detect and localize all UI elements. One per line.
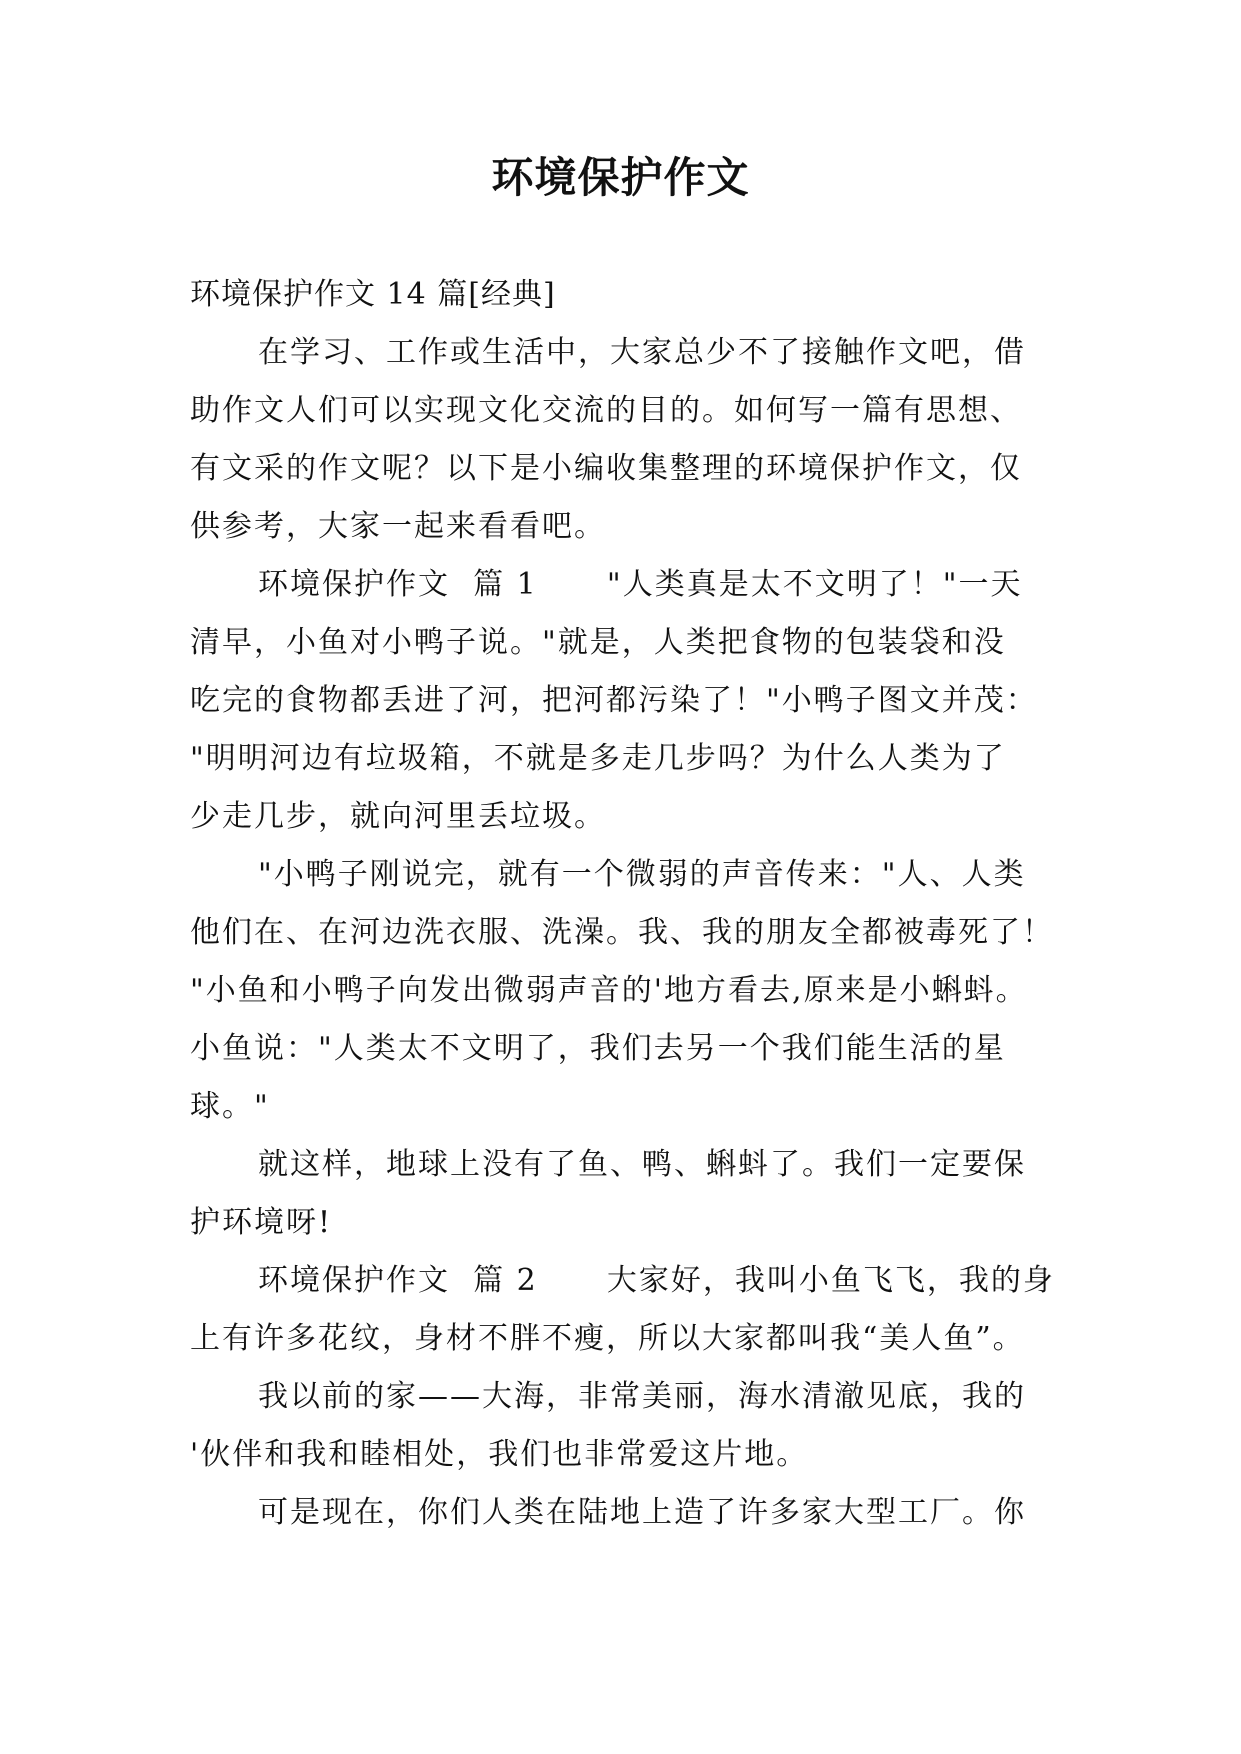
paragraph-line: 在学习、工作或生活中，大家总少不了接触作文吧，借 [258,335,1026,370]
paragraph-line: 上有许多花纹，身材不胖不瘦，所以大家都叫我“美人鱼”。 [190,1321,1025,1356]
document-body [190,266,1060,1542]
paragraph-line: 护环境呀! [190,1205,333,1240]
document-subtitle: 环境保护作文 14 篇[经典] [190,277,556,312]
paragraph-line: 有文采的作文呢？以下是小编收集整理的环境保护作文，仅 [190,451,1022,486]
paragraph-line: "小鸭子刚说完，就有一个微弱的声音传来："人、人类 [258,857,1026,892]
document-title: 环境保护作文 [491,153,750,202]
paragraph-line: 环境保护作文 篇 2 大家好，我叫小鱼飞飞，我的身 [258,1263,1055,1298]
paragraph-line: 球。" [190,1089,270,1124]
paragraph-line: 清早，小鱼对小鸭子说。"就是，人类把食物的包装袋和没 [190,625,1006,660]
paragraph-line: 小鱼说："人类太不文明了，我们去另一个我们能生活的星 [190,1031,1006,1066]
paragraph-line: 可是现在，你们人类在陆地上造了许多家大型工厂。你 [258,1495,1026,1530]
paragraph-line: '伙伴和我和睦相处，我们也非常爱这片地。 [190,1437,809,1472]
paragraph-line: 少走几步，就向河里丢垃圾。 [190,799,606,834]
paragraph-line: 吃完的食物都丢进了河，把河都污染了！"小鸭子图文并茂： [190,683,1038,718]
paragraph-line: "明明河边有垃圾箱，不就是多走几步吗？为什么人类为了 [190,741,1006,776]
paragraph-line: 我以前的家——大海，非常美丽，海水清澈见底，我的 [258,1379,1026,1414]
paragraph-line: 助作文人们可以实现文化交流的目的。如何写一篇有思想、 [190,393,1022,428]
paragraph-line: 环境保护作文 篇 1 "人类真是太不文明了！"一天 [258,567,1023,602]
paragraph-line: 供参考，大家一起来看看吧。 [190,509,606,544]
paragraph-line: 他们在、在河边洗衣服、洗澡。我、我的朋友全都被毒死了！ [190,915,1054,950]
paragraph-line: 就这样，地球上没有了鱼、鸭、蝌蚪了。我们一定要保 [258,1147,1026,1182]
paragraph-line: "小鱼和小鸭子向发出微弱声音的'地方看去,原来是小蝌蚪。 [190,973,1028,1008]
